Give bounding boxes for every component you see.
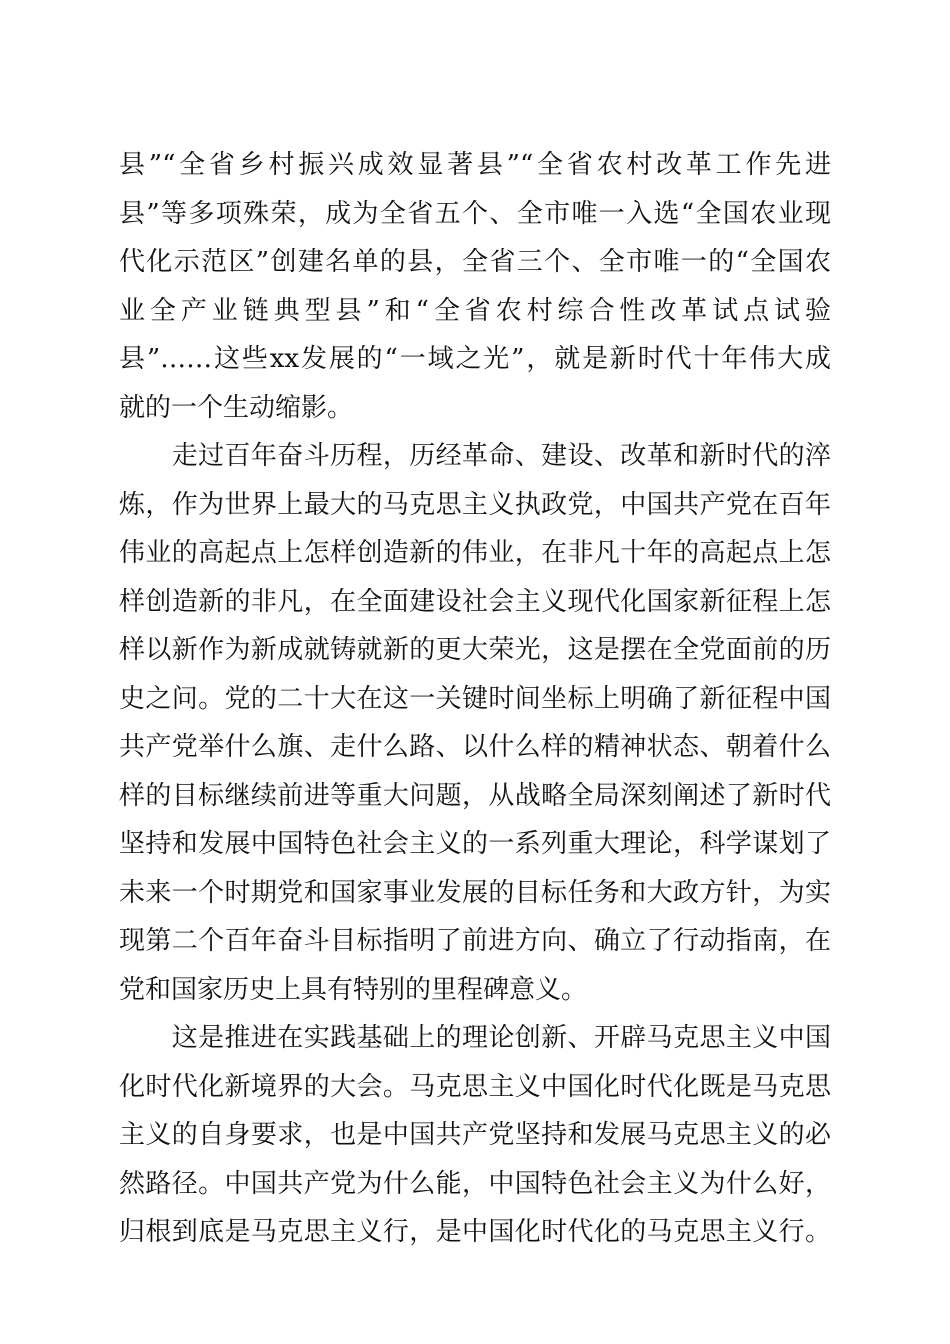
text-line: 共产党举什么旗、走什么路、以什么样的精神状态、朝着什么 — [119, 732, 831, 762]
text-line: 就的一个生动缩影。 — [119, 392, 354, 423]
text-line: 样的目标继续前进等重大问题，从战略全局深刻阐述了新时代 — [119, 780, 831, 811]
text-line: 然路径。中国共产党为什么能，中国特色社会主义为什么好， — [119, 1168, 831, 1199]
text-line: 现第二个百年奋斗目标指明了前进方向、确立了行动指南，在 — [119, 926, 831, 956]
text-line: 党和国家历史上具有特别的里程碑意义。 — [119, 974, 588, 1005]
text-line: 未来一个时期党和国家事业发展的目标任务和大政方针，为实 — [119, 877, 831, 908]
text-line: 史之问。党的二十大在这一关键时间坐标上明确了新征程中国 — [119, 683, 831, 714]
text-line: 代化示范区”创建名单的县，全省三个、全市唯一的“全国农 — [119, 247, 831, 277]
text-line: 主义的自身要求，也是中国共产党坚持和发展马克思主义的必 — [119, 1120, 831, 1150]
body-text — [119, 141, 831, 1257]
text-line: 归根到底是马克思主义行，是中国化时代化的马克思主义行。 — [119, 1217, 831, 1247]
text-line: 这是推进在实践基础上的理论创新、开辟马克思主义中国 — [119, 1023, 831, 1053]
text-line: 县”“全省乡村振兴成效显著县”“全省农村改革工作先进 — [119, 150, 831, 180]
text-line: 伟业的高起点上怎样创造新的伟业，在非凡十年的高起点上怎 — [119, 538, 831, 568]
text-line: 业全产业链典型县”和“全省农村综合性改革试点试验 — [119, 295, 831, 326]
text-line: 炼，作为世界上最大的马克思主义执政党，中国共产党在百年 — [119, 489, 831, 520]
text-line: 样以新作为新成就铸就新的更大荣光，这是摆在全党面前的历 — [119, 635, 831, 665]
text-line: 化时代化新境界的大会。马克思主义中国化时代化既是马克思 — [119, 1071, 831, 1102]
text-line: 走过百年奋斗历程，历经革命、建设、改革和新时代的淬 — [119, 441, 831, 471]
text-line: 县”等多项殊荣，成为全省五个、全市唯一入选“全国农业现 — [119, 198, 831, 229]
text-line: 县”……这些xx发展的“一域之光”，就是新时代十年伟大成 — [119, 344, 831, 374]
text-line: 坚持和发展中国特色社会主义的一系列重大理论，科学谋划了 — [119, 829, 831, 859]
text-line: 样创造新的非凡，在全面建设社会主义现代化国家新征程上怎 — [119, 586, 831, 617]
